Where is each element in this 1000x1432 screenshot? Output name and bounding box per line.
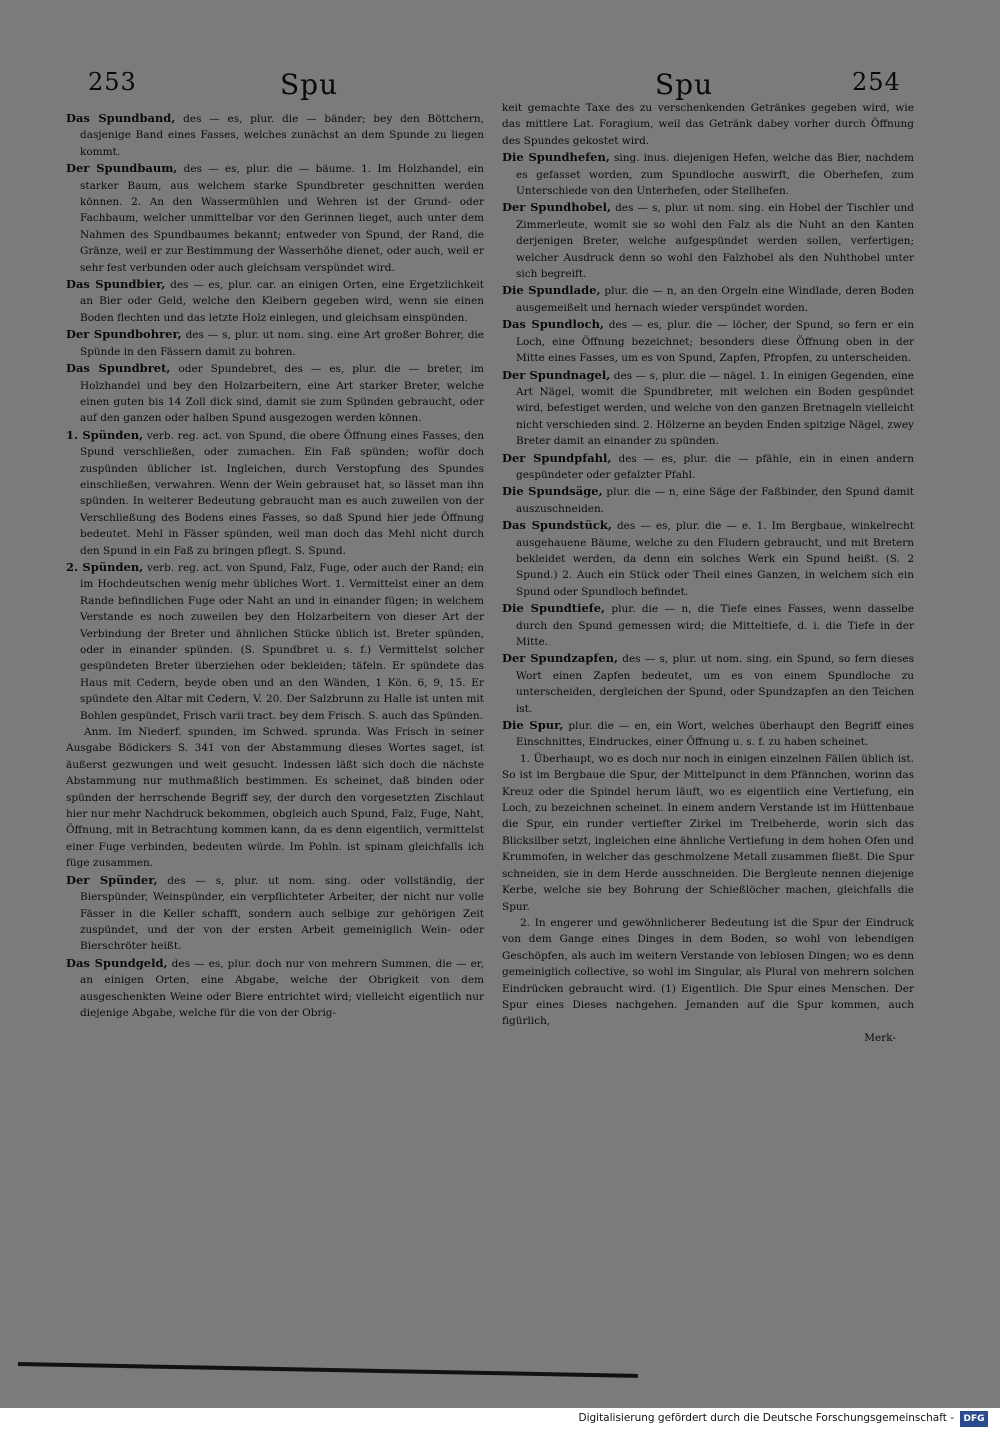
entry-headword: Der Spünder,	[66, 872, 158, 887]
entry-headword: Der Spundnagel,	[502, 367, 611, 382]
entry-headword: Das Spundband,	[66, 111, 176, 125]
dfg-logo: DFG	[960, 1411, 988, 1427]
entry-headword: Der Spundhobel,	[502, 200, 611, 215]
entry-text: des — es, plur. doch nur von mehrern Summen, die — er, an einigen Orten, eine Abgabe, welche der Obrigkeit von dem ausgeschenkten Weine oder Biere entrichtet wird; vielleicht eigentlich nur diejenige Abgabe, welche für die von der Obrig-	[80, 957, 484, 1019]
entry-subparagraph: 2. In engerer und gewöhnlicherer Bedeutung ist die Spur der Eindruck von dem Gange eines Dinges in dem Boden, so wohl von lebendigen Geschöpfen, als auch im weitern Verstande von leblosen Dingen; wo es denn gemeiniglich collective, so wohl im Singular, als Plural von mehrern solchen Eindrücken gebraucht wird. (1) Eigentlich. Die Spur eines Menschen. Der Spur eines Dieses nachgehen. Jemanden auf die Spur kommen, auch figürlich,	[502, 916, 914, 1028]
entry-headword: 2. Spünden,	[66, 559, 144, 574]
dictionary-entry	[66, 872, 484, 955]
footer-bar	[0, 1408, 1000, 1432]
dictionary-entry	[502, 650, 914, 717]
entry-headword: Der Spundpfahl,	[502, 450, 612, 465]
entry-headword: Die Spundhefen,	[502, 150, 610, 165]
running-head-right: Spu	[655, 68, 714, 101]
entry-headword: Das Spundbret,	[66, 361, 171, 376]
dictionary-entry	[66, 955, 484, 1022]
catchword: Merk-	[864, 1031, 896, 1044]
entry-text: des — es, plur. die — pfähle, ein in einen andern gespündeter oder gefalzter Pfahl.	[516, 452, 914, 481]
dictionary-entry	[502, 600, 914, 650]
entry-headword: Die Spundsäge,	[502, 484, 603, 499]
entry-text: des — es, plur. die — e. 1. Im Bergbaue, winkelrecht ausgehauene Bäume, welche zu den Fludern gebraucht, und mit Bretern bekleidet werden, da denn ein solches Werk ein Spund heißt. (S. 2 Spund.) 2. Auch ein Stück oder Theil eines Ganzen, in welchem sich ein Spund oder Spundloch befindet.	[516, 520, 914, 598]
entry-headword: Der Spundbohrer,	[66, 327, 182, 342]
dictionary-entry	[66, 276, 484, 326]
entry-headword: Das Spundgeld,	[66, 955, 168, 970]
dictionary-entry	[66, 427, 484, 559]
footer-credit: Digitalisierung gefördert durch die Deutsche Forschungsgemeinschaft -	[578, 1412, 954, 1424]
dictionary-entry	[502, 367, 914, 450]
entry-text: des — es, plur. die — bäume. 1. Im Holzhandel, ein starker Baum, aus welchem starke Spundbreter geschnitten werden können. 2. An den Wassermühlen und Wehren ist der Grund- oder Fachbaum, welcher unmittelbar vor den Gerinnen lieget, auch unter dem Nahmen des Spundbaumes bekannt; entweder von Spund, der Rand, die Gränze, weil er zur Bestimmung der Wasserhöhe dienet, oder auch, weil er sehr fest verbunden oder auch gleichsam verspündet wird.	[80, 163, 484, 274]
page-number-right: 254	[852, 68, 901, 96]
left-column	[66, 110, 484, 1021]
dictionary-entry	[66, 326, 484, 360]
entry-headword: Die Spundtiefe,	[502, 601, 606, 616]
dictionary-entry	[66, 160, 484, 276]
entry-text: des — s, plur. die — nägel. 1. In einigen Gegenden, eine Art Nägel, womit die Spundbreter, mit welchen ein Boden gespündet wird, befestiget werden, und welche von den ganzen Bretnageln vielleicht nicht verschieden sind. 2. Hölzerne an beyden Enden spitzige Nägel, zwey Breter damit an einander zu spünden.	[516, 369, 914, 448]
entry-text: des — s, plur. ut nom. sing. ein Hobel der Tischler und Zimmerleute, womit sie so wohl den Falz als die Nuht an den Kanten derjenigen Breter, welche aufgespündet werden sollen, verfertigen; welcher Ausdruck denn so wohl den Falzhobel als den Nuhthobel unter sich begreift.	[516, 202, 914, 281]
entry-headword: Die Spur,	[502, 718, 564, 733]
entry-text: des — es, plur. die — bänder; bey den Böttchern, dasjenige Band eines Fasses, welches zunächst an dem Spunde zu liegen kommt.	[80, 113, 484, 158]
right-column	[502, 100, 914, 1046]
dictionary-entry	[502, 316, 914, 366]
entry-text: des — s, plur. ut nom. sing. eine Art großer Bohrer, die Spünde in den Fässern damit zu bohren.	[80, 329, 484, 358]
dictionary-entry	[502, 717, 914, 751]
entry-headword: Das Spundstück,	[502, 518, 612, 533]
dictionary-entry	[502, 517, 914, 600]
entry-text: sing. inus. diejenigen Hefen, welche das Bier, nachdem es gefasset worden, zum Spundloche auswirft, die Oberhefen, zum Unterschiede von den Unterhefen, oder Stellhefen.	[516, 152, 915, 198]
entry-text: plur. die — n, die Tiefe eines Fasses, wenn dasselbe durch den Spund gemessen wird; die Mitteltiefe, d. i. die Tiefe in der Mitte.	[516, 603, 914, 648]
dictionary-entry	[502, 483, 914, 517]
entry-text: verb. reg. act. von Spund, Falz, Fuge, oder auch der Rand; ein im Hochdeutschen wenig mehr übliches Wort. 1. Vermittelst einer an dem Rande befindlichen Fuge oder Naht an und in einander fügen; in welchem Verstande es noch zuweilen bey den Holzarbeitern von dieser Art der Verbindung der Breter und ähnlichen Stücke üblich ist. Breter spünden, oder in einander spünden. (S. Spundbret u. s. f.) Vermittelst solcher gespündeten Breter überziehen oder bekleiden; täfeln. Er spündete das Haus mit Cedern, beyde oben und an den Wänden, 1 Kön. 6, 9, 15. Er spündete den Altar mit Cedern, V. 20. Der Salzbrunn zu Halle ist unten mit Bohlen gespündet, Frisch varii tract. bey dem Frisch. S. auch das Spünden.	[80, 561, 484, 722]
entry-text: des — es, plur. car. an einigen Orten, eine Ergetzlichkeit an Bier oder Geld, welche den Kleibern gegeben wird, wenn sie einen Boden flechten und das letzte Holz einlegen, und gleichsam einspünden.	[80, 279, 484, 324]
entry-headword: Das Spundbier,	[66, 277, 166, 292]
dictionary-entry	[502, 199, 914, 282]
entry-subparagraph: 1. Überhaupt, wo es doch nur noch in einigen einzelnen Fällen üblich ist. So ist im Bergbaue die Spur, der Mittelpunct in dem Pfännchen, worinn das Kreuz oder die Spindel herum läuft, wo es eigentlich eine Vertiefung, ein Loch, zu bezeichnen scheinet. In einem andern Verstande ist im Hüttenbaue die Spur, ein runder vertiefter Zirkel im Treibeherde, worin sich das Blicksilber setzt, ingleichen eine ähnliche Vertiefung in dem hohen Ofen und Krummofen, in welcher das geschmolzene Metall zusammen fließt. Die Spur schneiden, sie in dem Herde ausschneiden. Die Bergleute nennen diejenige Kerbe, welche sie bey Bohrung der Schießlöcher machen, gleichfalls die Spur.	[502, 752, 914, 913]
dictionary-entry	[66, 360, 484, 427]
entry-continuation: keit gemachte Taxe des zu verschenkenden Getränkes gegeben wird, wie das mittlere Lat. Foragium, weil das Getränk dabey vorher durch Öffnung des Spundes gekostet wird.	[502, 102, 914, 147]
entry-subparagraph: Anm. Im Niederf. spunden, im Schwed. sprunda. Was Frisch in seiner Ausgabe Bödickers S. 341 von der Abstammung dieses Wortes saget, ist äußerst gezwungen und weit gesucht. Indessen läßt sich doch die nächste Abstammung nur muthmaßlich bestimmen. Es scheinet, daß binden oder spünden der herrschende Begriff sey, der durch den vorgesetzten Zischlaut hier nur mehr Nachdruck bekommen, obgleich auch Spund, Falz, Fuge, Naht, Öffnung, mit in Betrachtung kommen kann, da es denn eigentlich, vermittelst einer Fuge verbinden, bedeuten würde. Im Pohln. ist spinam gleichfalls ich füge zusammen.	[66, 726, 484, 870]
bottom-rule	[18, 1362, 638, 1378]
dictionary-entry	[502, 282, 914, 316]
entry-headword: Die Spundlade,	[502, 283, 601, 298]
entry-text: plur. die — en, ein Wort, welches überhaupt den Begriff eines Einschnittes, Eindruckes, einer Öffnung u. s. f. zu haben scheinet.	[516, 720, 914, 749]
page-number-left: 253	[88, 68, 137, 96]
entry-headword: Der Spundbaum,	[66, 161, 178, 176]
entry-text: des — s, plur. ut nom. sing. ein Spund, so fern dieses Wort einen Zapfen bedeutet, um es von einem Spundloche zu unterscheiden, dergleichen der Spund, oder Spundzapfen an den Teichen ist.	[516, 653, 914, 715]
entry-text: des — s, plur. ut nom. sing. oder vollständig, der Bierspünder, Weinspünder, ein verpflichteter Arbeiter, der nicht nur volle Fässer in die Keller schafft, sondern auch selbige zur gehörigen Zeit zuspündet, und der von der ersten Arbeit gemeiniglich Wein- oder Bierschröter heißt.	[80, 874, 484, 953]
dictionary-entry	[66, 110, 484, 160]
dictionary-entry	[502, 450, 914, 484]
entry-text: verb. reg. act. von Spund, die obere Öffnung eines Fasses, den Spund verschließen, oder zumachen. Ein Faß spünden; wofür doch zuspünden üblicher ist. Ingleichen, durch Verstopfung des Spundes einschließen, verwahren. Wenn der Wein gebrauset hat, so lässet man ihn spünden. In weiterer Bedeutung gebraucht man es auch zuweilen von der Verschließung des Bodens eines Fasses, so daß Spund hier jede Öffnung bedeutet. Mehl in Fässer spünden, weil man doch das Mehl nicht durch den Spund in ein Faß zu bringen pflegt. S. Spund.	[80, 429, 484, 557]
entry-text: plur. die — n, eine Säge der Faßbinder, den Spund damit auszuschneiden.	[516, 486, 914, 515]
running-head-left: Spu	[280, 68, 339, 101]
dictionary-entry	[502, 149, 914, 199]
dictionary-entry	[66, 559, 484, 724]
entry-headword: Der Spundzapfen,	[502, 651, 619, 666]
entry-headword: Das Spundloch,	[502, 317, 604, 332]
entry-text: plur. die — n, an den Orgeln eine Windlade, deren Boden ausgemeißelt und hernach wieder verspündet worden.	[516, 285, 914, 314]
entry-text: oder Spundebret, des — es, plur. die — breter, im Holzhandel und bey den Holzarbeitern, eine Art starker Breter, welche einen guten bis 14 Zoll dick sind, damit sie zum Spünden gebraucht, oder auf den ganzen oder halben Spund ausgezogen werden können.	[80, 363, 484, 425]
entry-headword: 1. Spünden,	[66, 427, 144, 442]
entry-text: des — es, plur. die — löcher, der Spund, so fern er ein Loch, eine Öffnung bezeichnet; besonders diese Öffnung oben in der Mitte eines Fasses, um es von Spund, Zapfen, Pfropfen, zu unterscheiden.	[516, 319, 914, 365]
